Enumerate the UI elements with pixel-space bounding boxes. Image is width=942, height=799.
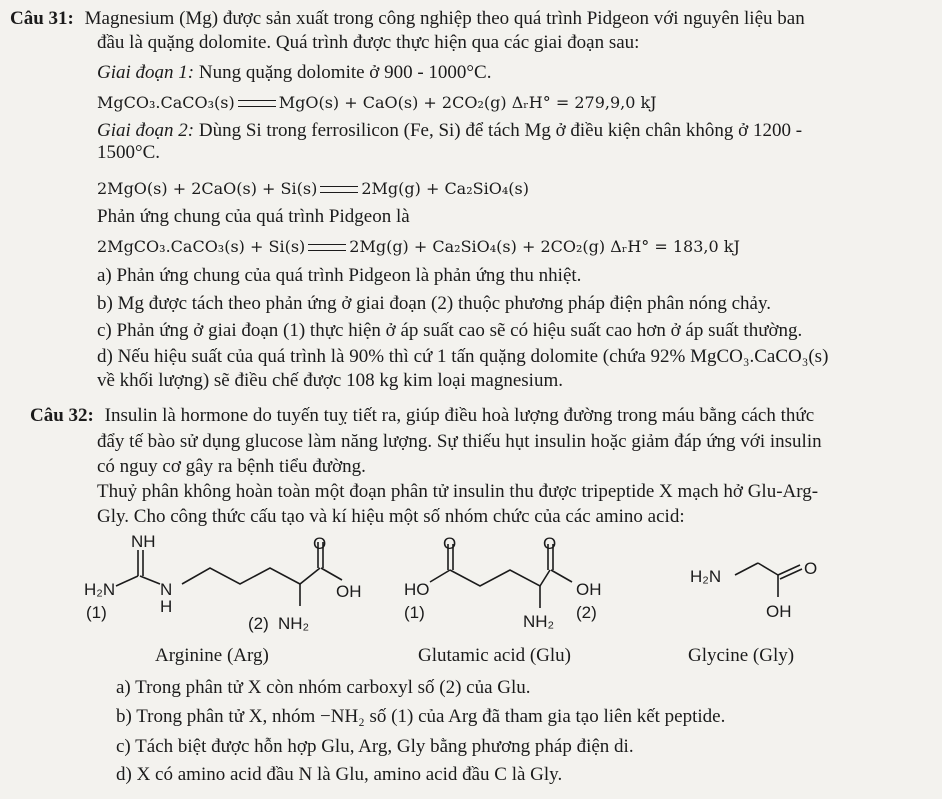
equation-3 — [97, 236, 740, 258]
q31-stage-2 — [97, 120, 802, 142]
equilibrium-arrow-icon — [320, 183, 358, 197]
question-31 — [10, 8, 805, 30]
equation-2 — [97, 178, 529, 200]
arg-nh-label: NH — [131, 532, 156, 551]
arg-o-label: O — [313, 534, 327, 553]
q32-intro-1: Insulin là hormone do tuyến tuỵ tiết ra, giúp điều hoà lượng đường trong máu bằng cách thức — [104, 405, 815, 426]
arg-number-2: (2) — [248, 614, 269, 633]
q32-option-a: a) Trong phân tử X còn nhóm carboxyl số (2) của Glu. — [116, 677, 531, 698]
gly-o-label: O — [804, 559, 818, 578]
glu-o1-label: O — [443, 534, 457, 553]
arg-nh2-label: NH₂ — [278, 614, 310, 633]
q31-title: Câu 31: — [10, 8, 74, 29]
eq2-left: 2MgO(s) + 2CaO(s) + Si(s) — [97, 179, 318, 198]
arg-n-label: N — [160, 580, 173, 599]
q32-intro-3: có nguy cơ gây ra bệnh tiểu đường. — [97, 456, 366, 477]
glu-o2-label: O — [543, 534, 557, 553]
q31-intro-1: Magnesium (Mg) được sản xuất trong công nghiệp theo quá trình Pidgeon với nguyên liệu ban — [84, 8, 805, 29]
stage-1-text: Nung quặng dolomite ở 900 - 1000°C. — [198, 62, 492, 83]
question-32 — [30, 405, 814, 427]
stage-1-label: Giai đoạn 1: — [97, 62, 195, 83]
q31-option-b: b) Mg được tách theo phản ứng ở giai đoạn (2) thuộc phương pháp điện phân nóng chảy. — [97, 293, 771, 314]
glu-oh-label: OH — [576, 580, 602, 599]
arg-oh-label: OH — [336, 582, 362, 601]
glu-ho-label: HO — [404, 580, 430, 599]
arg-name: Arginine (Arg) — [155, 645, 269, 666]
eq1-right: MgO(s) + CaO(s) + 2CO₂(g) ΔᵣH° = 279,9,0 kJ — [278, 93, 657, 112]
q32-intro-2: đẩy tế bào sử dụng glucose làm năng lượng. Sự thiếu hụt insulin hoặc giảm đáp ứng với insulin — [97, 431, 822, 452]
eq3-right: 2Mg(g) + Ca₂SiO₄(s) + 2CO₂(g) ΔᵣH° = 183,0 kJ — [349, 237, 740, 256]
stage-2-label: Giai đoạn 2: — [97, 120, 195, 141]
stage-2-text: Dùng Si trong ferrosilicon (Fe, Si) để tách Mg ở điều kiện chân không ở 1200 - — [198, 120, 803, 141]
q31-option-c: c) Phản ứng ở giai đoạn (1) thực hiện ở áp suất cao sẽ có hiệu suất cao hơn ở áp suất thường. — [97, 320, 803, 341]
q32-option-b: b) Trong phân tử X, nhóm −NH₂ số (1) của Arg đã tham gia tạo liên kết peptide. — [116, 706, 726, 727]
glu-number-1: (1) — [404, 603, 425, 622]
glu-nh2-label: NH₂ — [523, 612, 555, 631]
q31-intro-2: đầu là quặng dolomite. Quá trình được thực hiện qua các giai đoạn sau: — [97, 32, 640, 53]
eq3-left: 2MgCO₃.CaCO₃(s) + Si(s) — [97, 237, 306, 256]
eq2-right: 2Mg(g) + Ca₂SiO₄(s) — [361, 179, 529, 198]
glu-number-2: (2) — [576, 603, 597, 622]
equation-1 — [97, 92, 657, 114]
q31-stage-1 — [97, 62, 491, 84]
arg-h2n-label: H₂N — [84, 580, 116, 599]
q31-stage-2-cont: 1500°C. — [97, 142, 161, 163]
q32-option-c: c) Tách biệt được hỗn hợp Glu, Arg, Gly bằng phương pháp điện di. — [116, 736, 634, 757]
q31-option-d-cont: về khối lượng) sẽ điều chế được 108 kg kim loại magnesium. — [97, 370, 563, 391]
gly-h2n-label: H₂N — [690, 567, 722, 586]
arg-h-label: H — [160, 597, 173, 616]
equilibrium-arrow-icon — [238, 97, 276, 111]
glu-name: Glutamic acid (Glu) — [418, 645, 572, 666]
gly-name: Glycine (Gly) — [688, 645, 795, 666]
q31-option-d: d) Nếu hiệu suất của quá trình là 90% thì cứ 1 tấn quặng dolomite (chứa 92% MgCO₃.CaCO₃(s) — [97, 346, 829, 367]
q32-title: Câu 32: — [30, 405, 94, 426]
eq1-left: MgCO₃.CaCO₃(s) — [97, 93, 235, 112]
gly-oh-label: OH — [766, 602, 792, 621]
q31-option-a: a) Phản ứng chung của quá trình Pidgeon là phản ứng thu nhiệt. — [97, 265, 582, 286]
q32-intro-4: Thuỷ phân không hoàn toàn một đoạn phân tử insulin thu được tripeptide X mạch hở Glu-Arg- — [97, 481, 819, 502]
q31-overall-text: Phản ứng chung của quá trình Pidgeon là — [97, 206, 410, 227]
arg-number-1: (1) — [86, 603, 107, 622]
q32-option-d: d) X có amino acid đầu N là Glu, amino acid đầu C là Gly. — [116, 764, 563, 785]
q32-intro-5: Gly. Cho công thức cấu tạo và kí hiệu một số nhóm chức của các amino acid: — [97, 506, 685, 527]
equilibrium-arrow-icon — [308, 241, 346, 255]
